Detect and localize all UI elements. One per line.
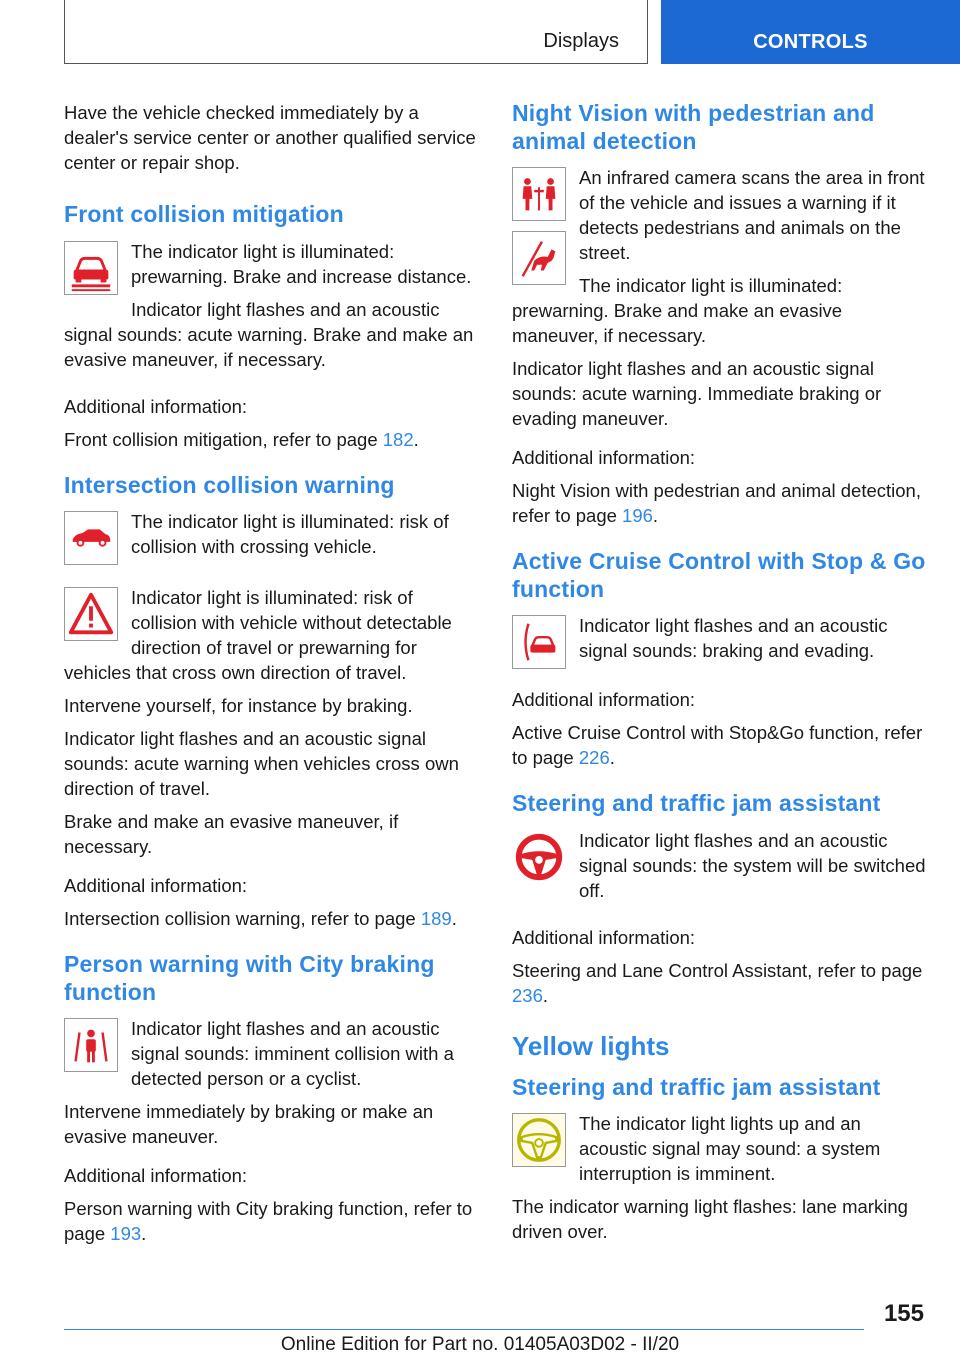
intersection-text-4: Indicator light flashes and an acoustic signal sounds: acute warning when vehicles cross own direction of travel.	[64, 728, 459, 799]
steering-assistant-ref-text: Steering and Lane Control Assistant, refer to page	[512, 959, 923, 981]
night-vision-ref-text: Night Vision with pedestrian and animal detection, refer to page	[512, 480, 921, 526]
front-collision-ref-text: Front collision mitigation, refer to page	[64, 428, 383, 450]
footer-edition: Online Edition for Part no. 01405A03D02 - II/20	[280, 1334, 680, 1355]
steering-assistant-addl: Additional information:	[512, 926, 696, 948]
night-vision-icons	[512, 165, 566, 285]
acc-page-link[interactable]: 226	[578, 747, 610, 768]
intro-paragraph: Have the vehicle checked immediately by a dealer's service center or another qualified service center or repair shop.	[64, 102, 476, 173]
night-vision-text-3: Indicator light flashes and an acoustic signal sounds: acute warning. Immediate braking or evading maneuver.	[512, 358, 882, 429]
pedestrians-icon	[512, 167, 566, 221]
person-warning-addl: Additional information:	[64, 1165, 248, 1186]
night-vision-addl: Additional information:	[512, 447, 696, 468]
front-collision-text-1: The indicator light is illuminated: prewarning. Brake and increase distance.	[131, 240, 472, 287]
front-collision-page-link[interactable]: 182	[382, 428, 414, 450]
left-column	[64, 100, 482, 1254]
right-column	[512, 100, 930, 1252]
person-warning-page-link[interactable]: 193	[110, 1223, 142, 1244]
crossing-car-icon	[64, 511, 118, 565]
acc-block	[512, 613, 930, 673]
acc-ref-text: Active Cruise Control with Stop&Go function, refer to page	[512, 722, 923, 768]
intersection-block-2	[64, 585, 482, 693]
chapter-tab-label: CONTROLS	[753, 31, 868, 53]
intersection-ref-text: Intersection collision warning, refer to page	[64, 908, 421, 929]
front-collision-text-2: Indicator light flashes and an acoustic signal sounds: acute warning. Brake and make an evasive maneuver, if necessary.	[64, 298, 474, 370]
intersection-addl: Additional information:	[64, 875, 248, 896]
person-warning-ref-text: Person warning with City braking function, refer to page	[64, 1198, 473, 1244]
acc-text-1: Indicator light flashes and an acoustic signal sounds: braking and evading.	[579, 615, 888, 661]
intersection-text-5: Brake and make an evasive maneuver, if necessary.	[64, 811, 399, 857]
steering-wheel-yellow-icon	[512, 1113, 566, 1167]
front-collision-addl: Additional information:	[64, 395, 248, 417]
steering-wheel-red-icon	[512, 830, 566, 884]
heading-front-collision: Front collision mitigation	[64, 201, 344, 227]
person-warning-icon	[64, 1018, 118, 1072]
intersection-ref: Intersection collision warning, refer to page 189.	[64, 908, 457, 929]
acc-icon	[512, 615, 566, 669]
steering-assistant-page-link[interactable]: 236	[512, 984, 543, 1006]
steering-assistant-block	[512, 828, 930, 911]
steering-assistant-yellow-block	[512, 1111, 930, 1194]
heading-yellow-lights: Yellow lights	[512, 1030, 670, 1061]
night-vision-text-2: The indicator light is illuminated: prewarning. Brake and make an evasive maneuver, if necessary.	[512, 275, 843, 346]
person-warning-text-2: Intervene immediately by braking or make an evasive maneuver.	[64, 1101, 434, 1147]
acc-ref: Active Cruise Control with Stop&Go function, refer to page 226.	[512, 722, 923, 768]
night-vision-page-link[interactable]: 196	[622, 505, 653, 526]
steering-assistant-yellow-text-1: The indicator light lights up and an acoustic signal may sound: a system interruption is imminent.	[579, 1113, 881, 1184]
person-warning-ref: Person warning with City braking function, refer to page 193.	[64, 1198, 473, 1244]
night-vision-block	[512, 165, 930, 356]
steering-assistant-yellow-text-2: The indicator warning light flashes: lane marking driven over.	[512, 1196, 908, 1242]
animal-icon	[512, 231, 566, 285]
front-collision-block	[64, 239, 482, 380]
heading-night-vision: Night Vision with pedestrian and animal detection	[512, 100, 875, 154]
chapter-tab[interactable]	[661, 0, 960, 64]
heading-intersection: Intersection collision warning	[64, 471, 395, 498]
intersection-text-1: The indicator light is illuminated: risk of collision with crossing vehicle.	[131, 511, 449, 557]
front-collision-ref: Front collision mitigation, refer to page 182.	[64, 428, 419, 450]
steering-assistant-ref: Steering and Lane Control Assistant, refer to page 236.	[512, 959, 923, 1006]
intersection-block-1	[64, 509, 482, 569]
person-warning-text-1: Indicator light flashes and an acoustic signal sounds: imminent collision with a detected person or a cyclist.	[131, 1018, 454, 1089]
intersection-page-link[interactable]: 189	[420, 908, 452, 929]
section-title: Displays	[543, 30, 619, 52]
header-box	[64, 0, 648, 64]
heading-person-warning: Person warning with City braking function	[64, 951, 435, 1005]
intersection-text-2: Indicator light is illuminated: risk of collision with vehicle without detectable direction of travel or prewarning for vehicles that cross own direction of travel.	[64, 587, 452, 683]
page-number: 155	[883, 1300, 924, 1327]
acc-addl: Additional information:	[512, 689, 696, 710]
heading-steering-assistant: Steering and traffic jam assistant	[512, 790, 881, 816]
heading-acc: Active Cruise Control with Stop & Go function	[512, 548, 926, 602]
night-vision-ref: Night Vision with pedestrian and animal detection, refer to page 196.	[512, 480, 921, 526]
heading-steering-assistant-yellow: Steering and traffic jam assistant	[512, 1073, 881, 1100]
steering-assistant-text-1: Indicator light flashes and an acoustic signal sounds: the system will be switched off.	[579, 829, 926, 901]
night-vision-text-1: An infrared camera scans the area in front of the vehicle and issues a warning if it detects pedestrians and animals on the street.	[579, 167, 925, 263]
warning-triangle-icon	[64, 587, 118, 641]
front-collision-icon	[64, 241, 118, 295]
intersection-text-3: Intervene yourself, for instance by braking.	[64, 695, 413, 716]
footer-rule	[64, 1329, 864, 1330]
person-warning-block	[64, 1016, 482, 1099]
